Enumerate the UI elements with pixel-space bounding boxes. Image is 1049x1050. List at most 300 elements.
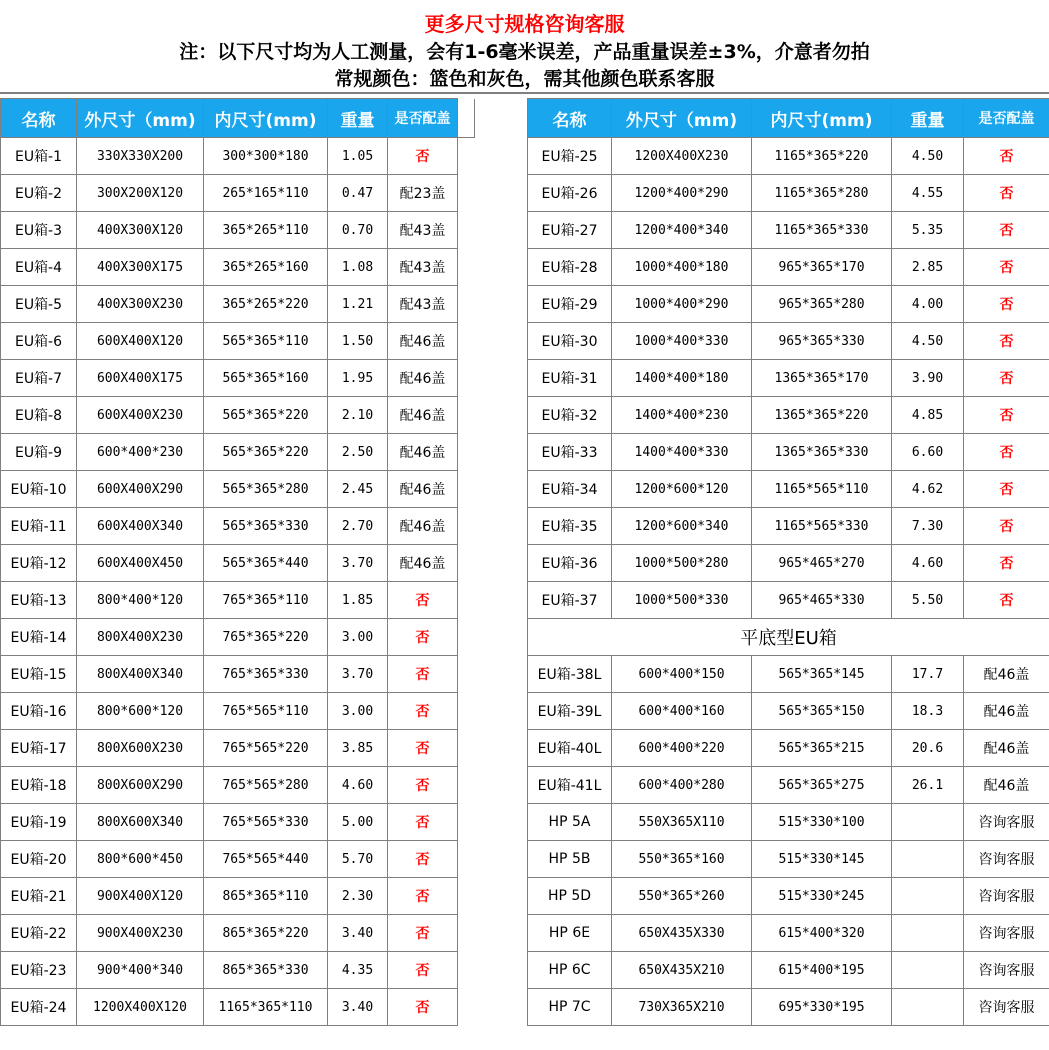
left-cell: 365*265*160 [204,249,328,286]
left-row [1,915,475,952]
right-row [528,212,1049,249]
left-row [1,249,475,286]
left-cell: 1.21 [328,286,388,323]
left-row [1,434,475,471]
flat-row [528,656,1049,693]
right-cell: 965*465*330 [752,582,892,619]
left-cell: 800*600*450 [77,841,204,878]
left-gap-cell [458,360,475,397]
left-cell: 配43盖 [388,249,458,286]
left-cell: 565*365*330 [204,508,328,545]
left-cell: 配46盖 [388,360,458,397]
left-gap-cell [458,952,475,989]
left-gap-cell [458,804,475,841]
left-cell: 565*365*220 [204,397,328,434]
right-cell: 965*365*280 [752,286,892,323]
left-cell: 600X400X230 [77,397,204,434]
flat-cell: HP 5A [528,804,612,841]
flat-cell: 565*365*275 [752,767,892,804]
right-cell: EU箱-28 [528,249,612,286]
right-cell: 否 [964,212,1049,249]
left-cell: 3.00 [328,619,388,656]
flat-cell: 650X435X330 [612,915,752,952]
left-cell: 否 [388,878,458,915]
flat-cell: 配46盖 [964,656,1049,693]
right-cell: 965*365*170 [752,249,892,286]
flat-cell: 565*365*150 [752,693,892,730]
left-row [1,989,475,1026]
flat-cell: 咨询客服 [964,989,1049,1026]
right-row [528,434,1049,471]
left-gap-cell [458,175,475,212]
left-row [1,397,475,434]
left-cell: 1.85 [328,582,388,619]
right-cell: 1200*400*290 [612,175,752,212]
left-cell: 600X400X290 [77,471,204,508]
left-gap-cell [458,286,475,323]
right-cell: 1365*365*170 [752,360,892,397]
left-row [1,767,475,804]
flat-cell: 17.7 [892,656,964,693]
flat-cell: 咨询客服 [964,915,1049,952]
left-cell: 800*400*120 [77,582,204,619]
right-cell: EU箱-32 [528,397,612,434]
left-header-gap [458,99,475,138]
left-cell: 765*365*330 [204,656,328,693]
left-gap-cell [458,212,475,249]
right-cell: 1365*365*330 [752,434,892,471]
right-cell: 否 [964,397,1049,434]
left-cell: EU箱-3 [1,212,77,249]
left-cell: 765*365*220 [204,619,328,656]
flat-cell: 咨询客服 [964,952,1049,989]
left-gap-cell [458,767,475,804]
right-cell: 否 [964,508,1049,545]
flat-cell: 配46盖 [964,767,1049,804]
left-row [1,545,475,582]
left-cell: 3.00 [328,693,388,730]
left-cell: EU箱-16 [1,693,77,730]
flat-cell: 咨询客服 [964,804,1049,841]
left-gap-cell [458,619,475,656]
right-col-header: 外尺寸（mm) [612,99,752,138]
left-gap-cell [458,989,475,1026]
left-cell: 否 [388,952,458,989]
flat-cell: 26.1 [892,767,964,804]
left-row [1,952,475,989]
flat-cell: EU箱-41L [528,767,612,804]
right-cell: 1400*400*180 [612,360,752,397]
right-cell: 1165*365*330 [752,212,892,249]
left-cell: 565*365*160 [204,360,328,397]
right-cell: EU箱-34 [528,471,612,508]
left-cell: 400X300X120 [77,212,204,249]
left-cell: 265*165*110 [204,175,328,212]
left-row [1,693,475,730]
left-cell: 565*365*220 [204,434,328,471]
right-row [528,471,1049,508]
left-cell: 365*265*110 [204,212,328,249]
right-cell: 否 [964,249,1049,286]
left-cell: 900X400X230 [77,915,204,952]
left-cell: 600X400X340 [77,508,204,545]
left-cell: 765*565*110 [204,693,328,730]
left-cell: 765*565*220 [204,730,328,767]
left-cell: 600X400X175 [77,360,204,397]
right-cell: 1165*565*110 [752,471,892,508]
right-cell: EU箱-35 [528,508,612,545]
left-cell: 3.40 [328,989,388,1026]
left-cell: 否 [388,915,458,952]
right-col-header: 重量 [892,99,964,138]
left-cell: 2.50 [328,434,388,471]
right-col-header: 名称 [528,99,612,138]
left-cell: 900X400X120 [77,878,204,915]
left-cell: 765*365*110 [204,582,328,619]
left-cell: 1.08 [328,249,388,286]
right-cell: EU箱-26 [528,175,612,212]
left-cell: EU箱-20 [1,841,77,878]
left-gap-cell [458,434,475,471]
left-cell: 1.05 [328,138,388,175]
left-col-header: 重量 [328,99,388,138]
header-note: 注：以下尺寸均为人工测量，会有1-6毫米误差，产品重量误差±3%，介意者勿拍 [179,41,870,63]
left-col-header: 外尺寸（mm) [77,99,204,138]
left-cell: 600X400X450 [77,545,204,582]
left-col-header: 名称 [1,99,77,138]
left-row [1,323,475,360]
flat-cell: EU箱-39L [528,693,612,730]
left-cell: 600X400X120 [77,323,204,360]
flat-cell: HP 6C [528,952,612,989]
right-cell: 否 [964,360,1049,397]
left-cell: EU箱-11 [1,508,77,545]
flat-row [528,841,1049,878]
flat-cell: HP 7C [528,989,612,1026]
left-row [1,878,475,915]
flat-section-row [528,619,1049,656]
left-spec-table [0,98,475,1026]
flat-cell: 550*365*260 [612,878,752,915]
left-cell: 565*365*440 [204,545,328,582]
left-cell: 800X600X230 [77,730,204,767]
left-cell: EU箱-22 [1,915,77,952]
right-cell: 4.85 [892,397,964,434]
left-cell: 800X600X290 [77,767,204,804]
right-cell: EU箱-36 [528,545,612,582]
right-cell: 否 [964,471,1049,508]
flat-row [528,952,1049,989]
left-cell: 3.40 [328,915,388,952]
right-cell: 1400*400*230 [612,397,752,434]
right-cell: 4.00 [892,286,964,323]
flat-cell [892,915,964,952]
left-cell: 否 [388,693,458,730]
left-cell: EU箱-7 [1,360,77,397]
left-cell: 4.60 [328,767,388,804]
left-cell: 配46盖 [388,323,458,360]
left-row [1,619,475,656]
left-cell: 2.45 [328,471,388,508]
left-col-header: 是否配盖 [388,99,458,138]
left-cell: 配46盖 [388,397,458,434]
right-row [528,582,1049,619]
right-cell: 965*465*270 [752,545,892,582]
right-cell: 1165*365*280 [752,175,892,212]
left-gap-cell [458,508,475,545]
right-cell: 否 [964,323,1049,360]
left-cell: 否 [388,989,458,1026]
right-cell: 1000*400*330 [612,323,752,360]
left-cell: 800X600X340 [77,804,204,841]
left-row [1,471,475,508]
right-cell: 6.60 [892,434,964,471]
flat-cell [892,952,964,989]
left-cell: 3.70 [328,656,388,693]
left-cell: 2.70 [328,508,388,545]
left-cell: 配43盖 [388,212,458,249]
left-cell: 否 [388,619,458,656]
left-cell: 3.70 [328,545,388,582]
left-cell: 365*265*220 [204,286,328,323]
flat-cell: 515*330*100 [752,804,892,841]
right-row [528,397,1049,434]
left-cell: 配46盖 [388,545,458,582]
left-cell: EU箱-2 [1,175,77,212]
left-cell: EU箱-24 [1,989,77,1026]
left-cell: EU箱-18 [1,767,77,804]
right-cell: 1165*565*330 [752,508,892,545]
left-gap-cell [458,841,475,878]
left-cell: 400X300X175 [77,249,204,286]
right-cell: EU箱-30 [528,323,612,360]
right-row [528,138,1049,175]
left-cell: 否 [388,138,458,175]
left-cell: 配46盖 [388,508,458,545]
left-cell: 2.30 [328,878,388,915]
left-cell: EU箱-12 [1,545,77,582]
left-cell: 3.85 [328,730,388,767]
right-cell: 4.62 [892,471,964,508]
left-cell: 865*365*220 [204,915,328,952]
header-title: 更多尺寸规格咨询客服 [424,12,625,36]
left-cell: 否 [388,804,458,841]
right-row [528,249,1049,286]
right-cell: EU箱-33 [528,434,612,471]
flat-cell: 600*400*280 [612,767,752,804]
right-cell: 1200X400X230 [612,138,752,175]
flat-cell: 600*400*160 [612,693,752,730]
left-cell: 330X330X200 [77,138,204,175]
right-cell: EU箱-31 [528,360,612,397]
flat-cell: 咨询客服 [964,841,1049,878]
left-gap-cell [458,397,475,434]
left-gap-cell [458,323,475,360]
flat-row [528,693,1049,730]
left-cell: 400X300X230 [77,286,204,323]
flat-cell: 配46盖 [964,693,1049,730]
left-cell: 765*565*280 [204,767,328,804]
left-cell: 0.47 [328,175,388,212]
flat-section-title: 平底型EU箱 [528,619,1049,656]
left-gap-cell [458,878,475,915]
flat-row [528,878,1049,915]
header-colors: 常规颜色：篮色和灰色，需其他颜色联系客服 [334,68,715,90]
right-row [528,323,1049,360]
right-cell: 1200*400*340 [612,212,752,249]
left-gap-cell [458,693,475,730]
right-cell: 1200*600*340 [612,508,752,545]
flat-cell: 565*365*145 [752,656,892,693]
right-cell: 否 [964,138,1049,175]
right-cell: 1000*500*280 [612,545,752,582]
right-cell: 1165*365*220 [752,138,892,175]
right-cell: EU箱-25 [528,138,612,175]
left-cell: 565*365*280 [204,471,328,508]
flat-cell: 615*400*195 [752,952,892,989]
left-cell: 765*565*330 [204,804,328,841]
left-row [1,286,475,323]
right-row [528,360,1049,397]
left-cell: 配46盖 [388,434,458,471]
flat-row [528,915,1049,952]
flat-cell: 550X365X110 [612,804,752,841]
flat-cell: 695*330*195 [752,989,892,1026]
flat-cell: 550*365*160 [612,841,752,878]
flat-cell: 配46盖 [964,730,1049,767]
left-cell: 1200X400X120 [77,989,204,1026]
right-cell: EU箱-29 [528,286,612,323]
right-row [528,545,1049,582]
left-cell: EU箱-8 [1,397,77,434]
right-col-header: 是否配盖 [964,99,1049,138]
left-cell: EU箱-9 [1,434,77,471]
flat-cell: HP 6E [528,915,612,952]
right-cell: 1400*400*330 [612,434,752,471]
left-cell: EU箱-23 [1,952,77,989]
left-row [1,656,475,693]
flat-cell: HP 5D [528,878,612,915]
left-cell: EU箱-21 [1,878,77,915]
left-gap-cell [458,249,475,286]
flat-row [528,804,1049,841]
left-cell: 800X400X230 [77,619,204,656]
right-cell: 否 [964,545,1049,582]
flat-cell: EU箱-40L [528,730,612,767]
flat-row [528,989,1049,1026]
left-cell: 2.10 [328,397,388,434]
left-row [1,138,475,175]
left-cell: 0.70 [328,212,388,249]
left-gap-cell [458,730,475,767]
left-row [1,360,475,397]
left-cell: 4.35 [328,952,388,989]
right-cell: EU箱-37 [528,582,612,619]
left-cell: 800*600*120 [77,693,204,730]
right-cell: 否 [964,434,1049,471]
right-cell: 4.55 [892,175,964,212]
left-row [1,730,475,767]
left-row [1,582,475,619]
left-cell: 否 [388,582,458,619]
left-cell: 5.00 [328,804,388,841]
left-cell: 否 [388,767,458,804]
left-cell: 900*400*340 [77,952,204,989]
right-cell: 1000*400*290 [612,286,752,323]
left-cell: 配23盖 [388,175,458,212]
right-header-row [528,99,1049,138]
left-gap-cell [458,545,475,582]
left-cell: 1.50 [328,323,388,360]
left-cell: 否 [388,656,458,693]
left-cell: EU箱-17 [1,730,77,767]
flat-cell: 600*400*150 [612,656,752,693]
left-gap-cell [458,582,475,619]
left-row [1,508,475,545]
flat-cell: 咨询客服 [964,878,1049,915]
flat-cell [892,878,964,915]
left-cell: 否 [388,730,458,767]
right-cell: 否 [964,175,1049,212]
flat-cell: 515*330*245 [752,878,892,915]
right-cell: 1000*500*330 [612,582,752,619]
flat-cell [892,804,964,841]
left-cell: EU箱-1 [1,138,77,175]
left-cell: 配43盖 [388,286,458,323]
flat-cell [892,989,964,1026]
flat-cell [892,841,964,878]
left-cell: 865*365*110 [204,878,328,915]
right-cell: 7.30 [892,508,964,545]
right-cell: 2.85 [892,249,964,286]
left-cell: EU箱-19 [1,804,77,841]
right-cell: 1365*365*220 [752,397,892,434]
left-cell: 865*365*330 [204,952,328,989]
left-cell: EU箱-5 [1,286,77,323]
right-row [528,508,1049,545]
left-cell: 300X200X120 [77,175,204,212]
left-cell: EU箱-4 [1,249,77,286]
right-cell: 5.35 [892,212,964,249]
left-col-header: 内尺寸(mm) [204,99,328,138]
right-row [528,286,1049,323]
left-gap-cell [458,656,475,693]
right-cell: 965*365*330 [752,323,892,360]
left-gap-cell [458,915,475,952]
left-cell: 否 [388,841,458,878]
right-cell: 1200*600*120 [612,471,752,508]
right-cell: 4.50 [892,138,964,175]
left-header-row [1,99,475,138]
left-cell: EU箱-6 [1,323,77,360]
left-cell: EU箱-14 [1,619,77,656]
right-cell: 否 [964,582,1049,619]
flat-cell: 515*330*145 [752,841,892,878]
right-cell: 1000*400*180 [612,249,752,286]
left-cell: 1165*365*110 [204,989,328,1026]
left-row [1,804,475,841]
right-spec-table [527,98,1049,1026]
flat-cell: 615*400*320 [752,915,892,952]
flat-cell: 20.6 [892,730,964,767]
flat-row [528,767,1049,804]
left-cell: 565*365*110 [204,323,328,360]
flat-row [528,730,1049,767]
flat-cell: 600*400*220 [612,730,752,767]
left-cell: 800X400X340 [77,656,204,693]
right-row [528,175,1049,212]
left-cell: EU箱-10 [1,471,77,508]
